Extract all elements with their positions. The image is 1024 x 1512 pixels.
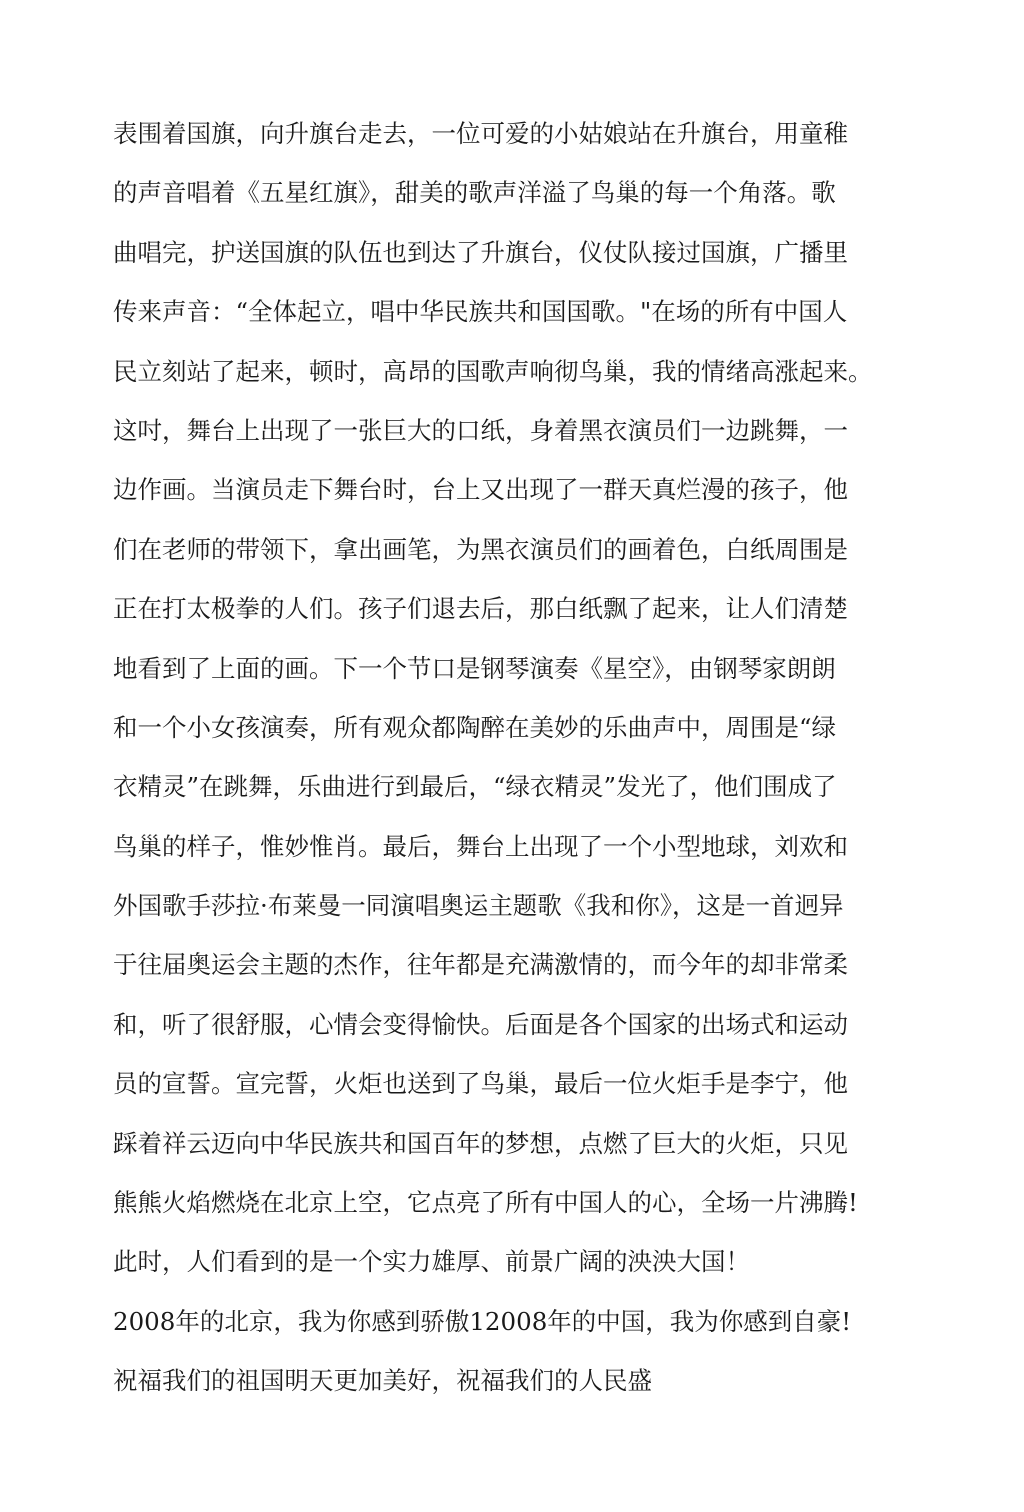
text-line: 表围着国旗，向升旗台走去，一位可爱的小姑娘站在升旗台，用童稚 [113, 119, 848, 148]
text-line: 和一个小女孩演奏，所有观众都陶醉在美妙的乐曲声中，周围是“绿 [113, 712, 837, 742]
text-line: 踩着祥云迈向中华民族共和国百年的梦想，点燃了巨大的火炬，只见 [113, 1128, 848, 1158]
body-text [113, 110, 913, 1417]
text-line: 外国歌手莎拉·布莱曼一同演唱奥运主题歌《我和你》，这是一首迥异 [113, 891, 844, 921]
text-line: 曲唱完，护送国旗的队伍也到达了升旗台，仪仗队接过国旗，广播里 [113, 237, 848, 267]
text-line: 熊熊火焰燃烧在北京上空，它点亮了所有中国人的心，全场一片沸腾! [113, 1188, 858, 1218]
text-line: 地看到了上面的画。下一个节口是钢琴演奏《星空》，由钢琴家朗朗 [113, 653, 836, 683]
text-line: 2008年的北京，我为你感到骄傲12008年的中国，我为你感到自豪! [113, 1306, 852, 1336]
text-line: 正在打太极拳的人们。孩子们退去后，那白纸飘了起来，让人们清楚 [113, 594, 848, 624]
text-line: 于往届奥运会主题的杰作，往年都是充满激情的，而今年的却非常柔 [113, 950, 848, 980]
text-line: 的声音唱着《五星红旗》，甜美的歌声洋溢了鸟巢的每一个角落。歌 [113, 178, 836, 208]
text-line: 们在老师的带领下，拿出画笔，为黑衣演员们的画着色，白纸周围是 [113, 534, 848, 564]
text-line: 衣精灵”在跳舞，乐曲进行到最后，“绿衣精灵”发光了，他们围成了 [113, 772, 837, 802]
text-line: 鸟巢的样子，惟妙惟肖。最后，舞台上出现了一个小型地球，刘欢和 [113, 831, 848, 861]
text-line: 传来声音：“全体起立，唱中华民族共和国国歌。"在场的所有中国人 [113, 297, 848, 327]
text-line: 这吋，舞台上出现了一张巨大的口纸，身着黑衣演员们一边跳舞，一 [113, 415, 848, 445]
text-line: 民立刻站了起来，顿时，高昂的国歌声响彻鸟巢，我的情绪高涨起来。 [113, 356, 873, 386]
text-line: 和，听了很舒服，心情会变得愉快。后面是各个国家的出场式和运动 [113, 1009, 848, 1039]
text-line: 边作画。当演员走下舞台时，台上又出现了一群天真烂漫的孩子，他 [113, 475, 848, 505]
text-line: 员的宣誓。宣完誓，火炬也送到了鸟巢，最后一位火炬手是李宁，他 [113, 1069, 848, 1099]
text-line: 此时，人们看到的是一个实力雄厚、前景广阔的泱泱大国！ [113, 1247, 750, 1277]
text-line: 祝福我们的祖国明天更加美好，祝福我们的人民盛 [113, 1366, 652, 1396]
